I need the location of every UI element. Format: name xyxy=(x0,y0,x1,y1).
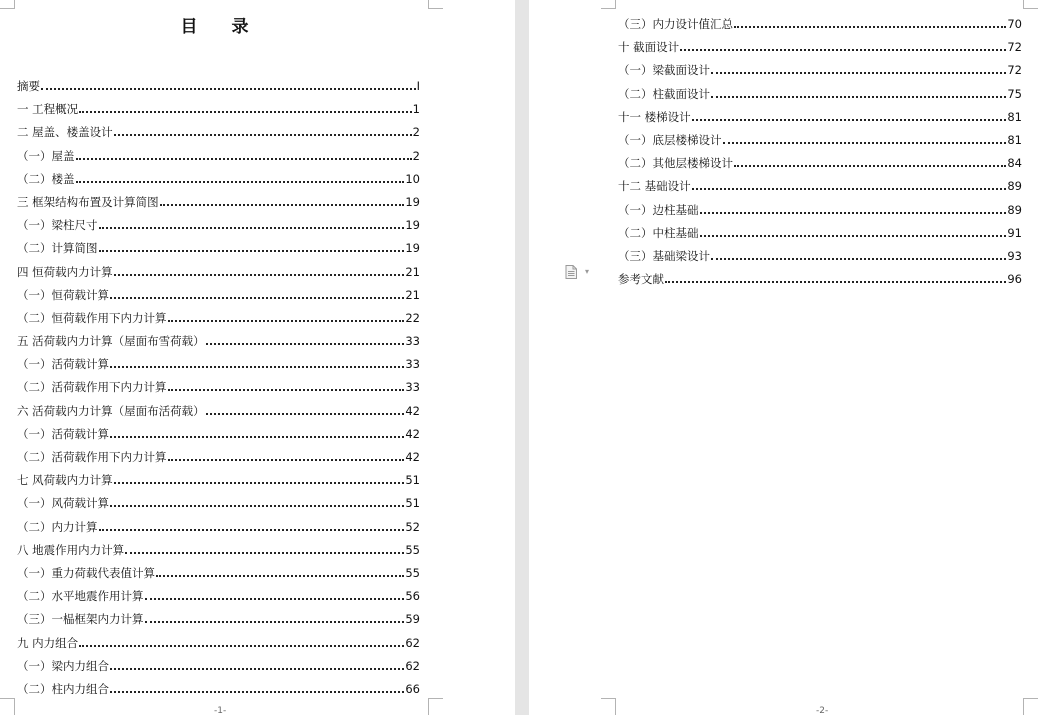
toc-entry-page-number: 52 xyxy=(405,519,420,534)
dot-leader xyxy=(41,88,416,90)
toc-entry[interactable] xyxy=(17,464,420,487)
toc-entry[interactable] xyxy=(17,302,420,325)
dot-leader xyxy=(711,72,1006,74)
toc-entry[interactable] xyxy=(17,69,420,93)
dot-leader xyxy=(114,482,405,484)
corner-mark xyxy=(0,698,15,715)
toc-entry-page-number: 51 xyxy=(405,473,420,488)
toc-entry-title: 五 活荷载内力计算（屋面布雪荷载） xyxy=(17,334,205,349)
toc-entry[interactable] xyxy=(17,371,420,394)
dot-leader xyxy=(700,212,1007,214)
document-page-2[interactable] xyxy=(529,0,1038,715)
toc-list-right xyxy=(618,7,1022,286)
toc-entry[interactable] xyxy=(17,255,420,278)
toc-entry[interactable] xyxy=(618,101,1022,124)
toc-entry-title: （二）内力计算 xyxy=(17,519,98,534)
dot-leader xyxy=(145,621,405,623)
toc-entry-page-number: 21 xyxy=(405,287,420,302)
toc-entry-title: （二）楼盖 xyxy=(17,171,75,186)
toc-entry-page-number: 75 xyxy=(1007,86,1022,101)
dot-leader xyxy=(168,389,405,391)
toc-entry-page-number: 62 xyxy=(405,658,420,673)
toc-entry-title: （一）活荷载计算 xyxy=(17,357,109,372)
dot-leader xyxy=(160,204,405,206)
document-page-1[interactable] xyxy=(0,0,515,715)
toc-entry-title: （二）活荷载作用下内力计算 xyxy=(17,380,167,395)
dot-leader xyxy=(110,691,404,693)
dot-leader xyxy=(206,343,405,345)
dot-leader xyxy=(99,529,405,531)
toc-entry[interactable] xyxy=(17,580,420,603)
toc-entry-title: （二）中柱基础 xyxy=(618,225,699,240)
dot-leader xyxy=(680,49,1006,51)
toc-entry[interactable] xyxy=(618,147,1022,170)
toc-entry-title: （一）底层楼梯设计 xyxy=(618,132,722,147)
toc-entry-title: 四 恒荷载内力计算 xyxy=(17,264,113,279)
toc-entry-page-number: 1 xyxy=(412,102,420,117)
document-icon[interactable] xyxy=(565,265,577,279)
toc-entry[interactable] xyxy=(17,510,420,533)
toc-entry-page-number: 51 xyxy=(405,496,420,511)
dot-leader xyxy=(692,188,1007,190)
toc-entry[interactable] xyxy=(17,186,420,209)
dot-leader xyxy=(145,598,405,600)
toc-entry[interactable] xyxy=(618,7,1022,31)
toc-entry-title: 十 截面设计 xyxy=(618,40,680,55)
toc-entry-page-number: 89 xyxy=(1007,202,1022,217)
dot-leader xyxy=(700,235,1007,237)
toc-entry-title: 九 内力组合 xyxy=(17,635,79,650)
toc-entry[interactable] xyxy=(618,77,1022,100)
toc-entry-page-number: 81 xyxy=(1007,109,1022,124)
toc-entry-page-number: 72 xyxy=(1007,40,1022,55)
toc-list-left xyxy=(17,69,420,696)
toc-entry[interactable] xyxy=(17,534,420,557)
toc-entry[interactable] xyxy=(618,124,1022,147)
toc-entry-page-number: 70 xyxy=(1007,17,1022,31)
dot-leader xyxy=(110,436,404,438)
toc-entry-page-number: 56 xyxy=(405,589,420,604)
toc-entry-page-number: 62 xyxy=(405,635,420,650)
toc-entry-title: （三）内力设计值汇总 xyxy=(618,17,733,31)
toc-entry-page-number: 66 xyxy=(405,681,420,696)
toc-entry-page-number: 93 xyxy=(1007,248,1022,263)
toc-entry-page-number: 19 xyxy=(405,241,420,256)
toc-entry-title: （一）梁内力组合 xyxy=(17,658,109,673)
dot-leader xyxy=(110,668,404,670)
dot-leader xyxy=(110,366,404,368)
toc-entry-page-number: 21 xyxy=(405,264,420,279)
toc-entry-page-number: I xyxy=(416,79,420,93)
toc-entry[interactable] xyxy=(17,673,420,696)
toc-entry-title: （二）柱截面设计 xyxy=(618,86,710,101)
toc-entry[interactable] xyxy=(17,279,420,302)
dot-leader xyxy=(734,26,1006,28)
toc-entry[interactable] xyxy=(618,240,1022,263)
toc-entry[interactable] xyxy=(618,263,1022,286)
corner-mark xyxy=(601,698,616,715)
toc-entry[interactable] xyxy=(618,31,1022,54)
toc-entry-page-number: 2 xyxy=(412,125,420,140)
toc-entry-title: （二）恒荷载作用下内力计算 xyxy=(17,310,167,325)
toc-entry[interactable] xyxy=(17,441,420,464)
toc-entry-title: 六 活荷载内力计算（屋面布活荷载） xyxy=(17,403,205,418)
toc-entry-page-number: 81 xyxy=(1007,132,1022,147)
dot-leader xyxy=(79,645,404,647)
toc-entry-page-number: 33 xyxy=(405,380,420,395)
dot-leader xyxy=(156,575,404,577)
toc-entry-title: （二）计算简图 xyxy=(17,241,98,256)
toc-entry-title: 参考文献 xyxy=(618,272,664,287)
toc-entry-page-number: 42 xyxy=(405,403,420,418)
toc-entry-title: 十二 基础设计 xyxy=(618,179,691,194)
toc-entry-page-number: 42 xyxy=(405,450,420,464)
toc-entry-page-number: 55 xyxy=(405,542,420,557)
toc-entry[interactable] xyxy=(618,193,1022,216)
toc-entry[interactable] xyxy=(17,557,420,580)
toc-entry[interactable] xyxy=(17,626,420,649)
toc-entry-page-number: 22 xyxy=(405,310,420,325)
toc-entry[interactable] xyxy=(618,54,1022,77)
dot-leader xyxy=(206,413,405,415)
toc-entry-title: （一）边柱基础 xyxy=(618,202,699,217)
toc-entry[interactable] xyxy=(17,163,420,186)
toc-entry-title: 十一 楼梯设计 xyxy=(618,109,691,124)
toc-entry-title: （三）一榀框架内力计算 xyxy=(17,612,144,627)
toc-entry-title: （二）活荷载作用下内力计算 xyxy=(17,450,167,464)
corner-mark xyxy=(0,0,15,9)
toc-entry-title: （二）其他层楼梯设计 xyxy=(618,156,733,171)
corner-mark xyxy=(428,0,443,9)
toc-entry-title: （一）重力荷载代表值计算 xyxy=(17,565,155,580)
corner-mark xyxy=(1023,698,1038,715)
toc-entry[interactable] xyxy=(17,139,420,162)
toc-entry-title: 一 工程概况 xyxy=(17,102,79,117)
toc-entry[interactable] xyxy=(17,93,420,116)
toc-entry-title: 摘要 xyxy=(17,79,40,93)
toc-entry[interactable] xyxy=(618,170,1022,193)
dot-leader xyxy=(734,165,1006,167)
toc-entry[interactable] xyxy=(17,348,420,371)
toc-entry-title: 八 地震作用内力计算 xyxy=(17,542,125,557)
toc-entry[interactable] xyxy=(17,487,420,510)
toc-entry-title: （二）水平地震作用计算 xyxy=(17,589,144,604)
toc-entry-title: （一）梁截面设计 xyxy=(618,63,710,78)
dot-leader xyxy=(711,258,1006,260)
dot-leader xyxy=(692,119,1007,121)
dot-leader xyxy=(168,459,405,461)
page-number: -2- xyxy=(816,706,829,715)
toc-entry-title: （二）柱内力组合 xyxy=(17,681,109,696)
toc-entry-page-number: 42 xyxy=(405,426,420,441)
corner-mark xyxy=(1023,0,1038,9)
toc-entry[interactable] xyxy=(17,603,420,626)
toc-entry[interactable] xyxy=(618,217,1022,240)
toc-entry-page-number: 59 xyxy=(405,612,420,627)
dot-leader xyxy=(114,274,405,276)
toc-entry[interactable] xyxy=(17,325,420,348)
toc-entry-title: （一）恒荷载计算 xyxy=(17,287,109,302)
toc-entry[interactable] xyxy=(17,650,420,673)
toc-entry-page-number: 55 xyxy=(405,565,420,580)
toc-entry-title: （一）活荷载计算 xyxy=(17,426,109,441)
toc-entry-title: 三 框架结构布置及计算简图 xyxy=(17,194,159,209)
dot-leader xyxy=(711,96,1006,98)
toc-title: 目 录 xyxy=(180,17,263,37)
toc-entry-page-number: 19 xyxy=(405,194,420,209)
toc-entry[interactable] xyxy=(17,209,420,232)
toc-entry[interactable] xyxy=(17,394,420,417)
dot-leader xyxy=(99,250,405,252)
toc-entry-page-number: 19 xyxy=(405,218,420,233)
dot-leader xyxy=(168,320,405,322)
toc-entry-title: （一）风荷载计算 xyxy=(17,496,109,511)
toc-entry-title: 七 风荷载内力计算 xyxy=(17,473,113,488)
toc-entry-page-number: 33 xyxy=(405,334,420,349)
toc-entry-page-number: 89 xyxy=(1007,179,1022,194)
toc-entry-page-number: 2 xyxy=(412,148,420,163)
dot-leader xyxy=(76,181,405,183)
dot-leader xyxy=(125,552,404,554)
toc-entry-page-number: 96 xyxy=(1007,272,1022,287)
corner-mark xyxy=(601,0,616,9)
toc-entry-title: 二 屋盖、楼盖设计 xyxy=(17,125,113,140)
page-number: -1- xyxy=(214,706,227,715)
dot-leader xyxy=(665,281,1006,283)
toc-entry-page-number: 72 xyxy=(1007,63,1022,78)
dot-leader xyxy=(99,227,405,229)
toc-entry-title: （一）梁柱尺寸 xyxy=(17,218,98,233)
dot-leader xyxy=(110,505,404,507)
chevron-down-icon[interactable]: ▾ xyxy=(585,267,590,276)
toc-entry-title: （三）基础梁设计 xyxy=(618,248,710,263)
dot-leader xyxy=(76,158,412,160)
toc-entry[interactable] xyxy=(17,232,420,255)
dot-leader xyxy=(114,134,412,136)
dot-leader xyxy=(723,142,1007,144)
dot-leader xyxy=(79,111,412,113)
toc-entry-page-number: 91 xyxy=(1007,225,1022,240)
toc-entry-page-number: 33 xyxy=(405,357,420,372)
toc-entry-page-number: 84 xyxy=(1007,156,1022,171)
toc-entry-title: （一）屋盖 xyxy=(17,148,75,163)
toc-entry-page-number: 10 xyxy=(405,171,420,186)
toc-entry[interactable] xyxy=(17,116,420,139)
corner-mark xyxy=(428,698,443,715)
toc-entry[interactable] xyxy=(17,418,420,441)
dot-leader xyxy=(110,297,404,299)
